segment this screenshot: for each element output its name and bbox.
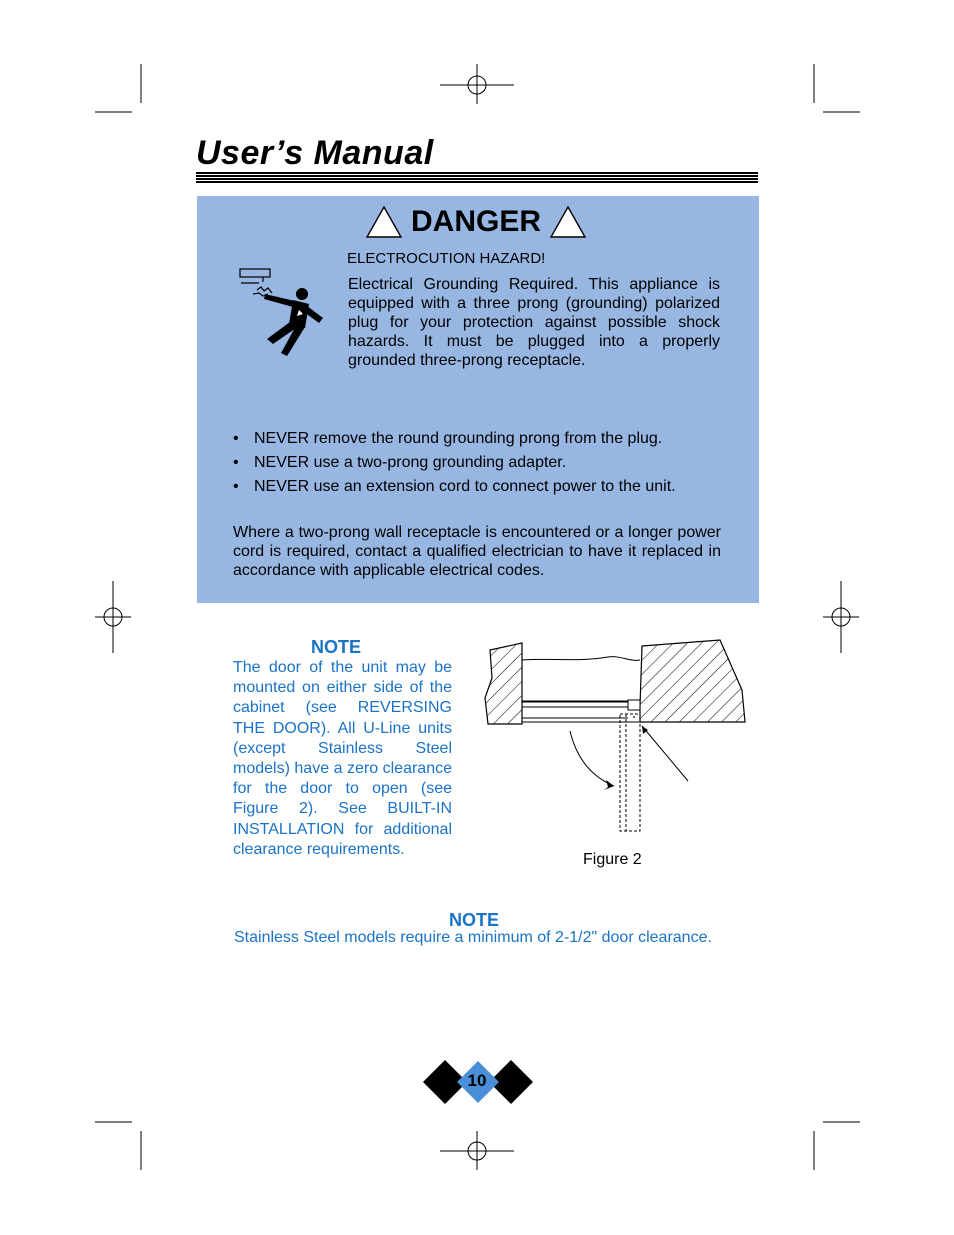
warning-triangle-icon (549, 205, 587, 239)
list-item (231, 454, 721, 472)
danger-header (361, 202, 591, 242)
danger-footer-text: Where a two-prong wall receptacle is encountered or a longer power cord is required, contact a qualified electrician to have it replaced in accordance with applicable electrical codes. (233, 524, 721, 579)
list-item (231, 478, 721, 496)
bullet-text: NEVER use an extension cord to connect power to the unit. (254, 478, 676, 495)
bullet-marker: • (233, 454, 239, 471)
note-title: NOTE (448, 910, 499, 930)
note-text: The door of the unit may be mounted on either side of the cabinet (see REVERSING THE DOOR). All U-Line units (except Stainless Steel models) have a zero clearance for the door to open (see Figure 2). See BUILT-IN INSTALLATION for additional clearance requirements. (233, 659, 452, 858)
bullet-text: NEVER use a two-prong grounding adapter. (254, 454, 567, 471)
registration-target-right (823, 581, 859, 653)
door-clearance-diagram (480, 638, 755, 838)
registration-target-top (440, 64, 514, 104)
title-rule-lines (196, 172, 758, 184)
bullet-marker: • (233, 478, 239, 495)
page-title: User’s Manual (196, 134, 434, 172)
bullet-text: NEVER remove the round grounding prong from the plug. (254, 430, 663, 447)
danger-panel (197, 196, 759, 603)
note-text: Stainless Steel models require a minimum of 2-1/2" door clearance. (234, 929, 712, 946)
electrical-shock-icon (237, 266, 327, 361)
hazard-heading: ELECTROCUTION HAZARD! (347, 250, 546, 267)
danger-bullet-list (231, 430, 721, 502)
registration-target-left (95, 581, 131, 653)
figure-caption: Figure 2 (583, 851, 642, 868)
warning-triangle-icon (365, 205, 403, 239)
bullet-marker: • (233, 430, 239, 447)
note-title: NOTE (310, 637, 361, 657)
list-item (231, 430, 721, 448)
danger-label: DANGER (410, 205, 541, 238)
registration-target-bottom (440, 1131, 514, 1170)
page-number: 10 (467, 1071, 487, 1090)
hazard-text: Electrical Grounding Required. This appliance is equipped with a three prong (grounding) polarized plug for your protection against possible shock hazards. It must be plugged into a properly grounded three-prong receptacle. (348, 276, 720, 369)
